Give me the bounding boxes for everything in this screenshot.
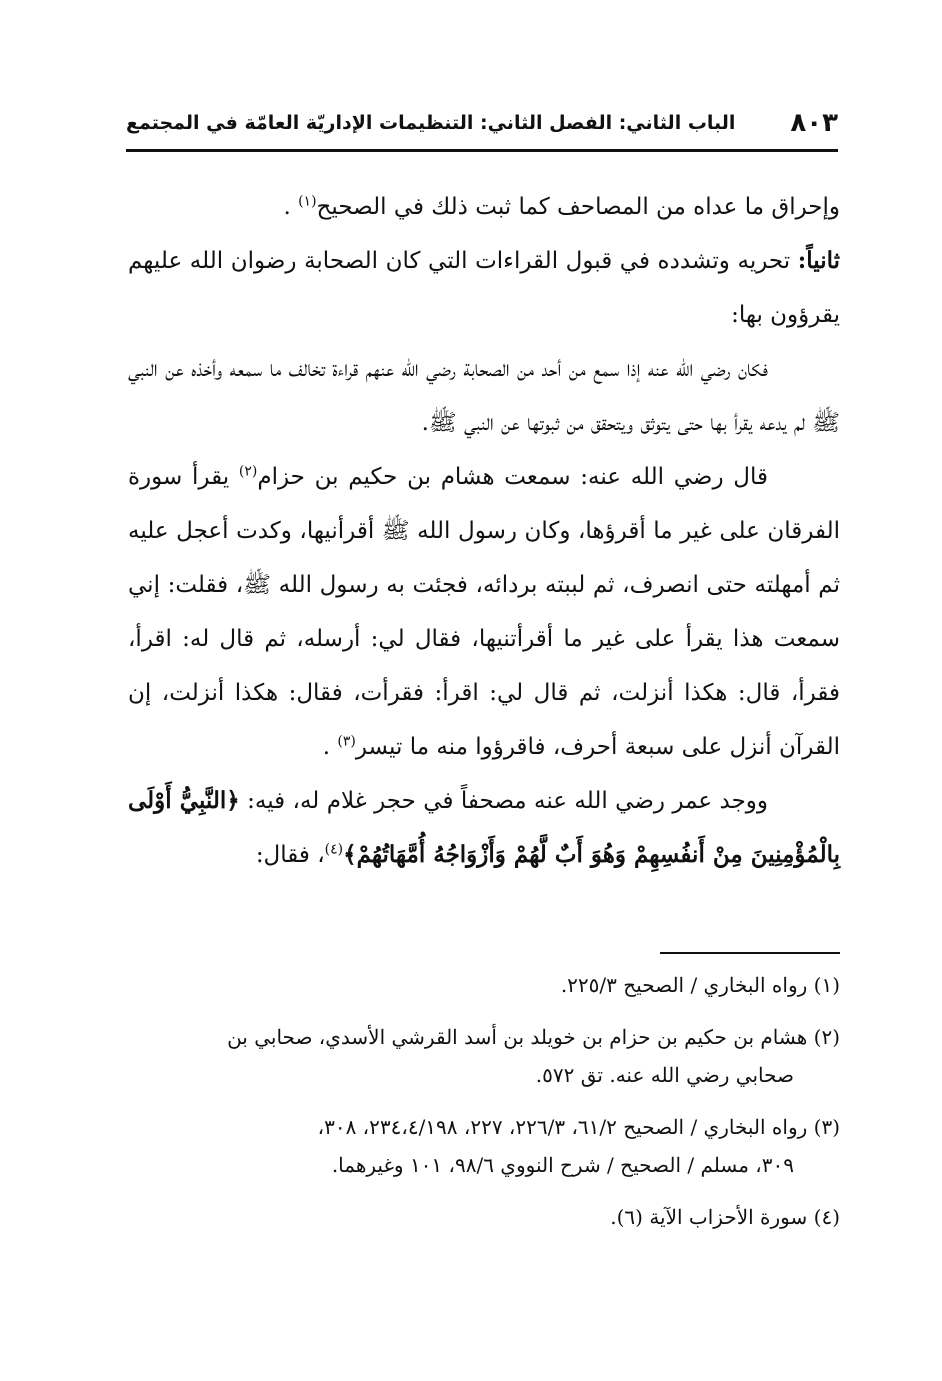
paragraph-2-lead: ثانياً: [797,247,840,274]
footnote-1-text: رواه البخاري / الصحيح ٢٢٥/٣. [560,973,808,997]
footnote-2-continuation: صحابي رضي الله عنه. تق ٥٧٢. [535,1063,794,1087]
paragraph-4-end: . [322,734,338,760]
paragraph-1-text: وإحراق ما عداه من المصاحف كما ثبت ذلك في الصحيح [316,194,840,220]
footnote-3 [128,1108,840,1184]
footnote-1 [128,966,840,1004]
paragraph-4-text-a: قال رضي الله عنه: سمعت هشام بن حكيم بن حزام [257,464,768,490]
page-number: ٨٠٣ [790,108,838,138]
footnotes [128,966,840,1250]
running-header-title: الباب الثاني: الفصل الثاني: التنظيمات الإداريّة العامّة في المجتمع [126,112,736,134]
paragraph-4-text-b: يقرأ سورة الفرقان على غير ما أقرؤها، وكان رسول الله ﷺ أقرأنيها، وكدت أعجل عليه ثم أمهلته حتى انصرف، ثم لببته بردائه، فجئت به رسول الله ﷺ، فقلت: إني سمعت هذا يقرأ على غير ما أقرأتنيها، فقال لي: أرسله، ثم قال له: اقرأ، فقرأ، قال: هكذا أنزلت، ثم قال لي: اقرأ: فقرأت، فقال: هكذا أنزلت، إن القرآن أنزل على سبعة أحرف، فاقرؤوا منه ما تيسر [128,464,840,760]
main-text [128,180,840,882]
footnote-3-continuation: ٣٠٩، مسلم / الصحيح / شرح النووي ٩٨/٦، ١٠١ وغيرهما. [331,1153,794,1177]
footnote-ref-3: (٣) [337,733,356,750]
footnote-2 [128,1018,840,1094]
paragraph-3 [128,342,840,450]
footnote-ref-2: (٢) [238,463,258,480]
paragraph-5 [128,774,840,882]
running-header [126,108,838,148]
paragraph-3-text: فكان رضي الله عنه إذا سمع من أحد من الصحابة رضي الله عنهم قراءة تخالف ما سمعه وأخذه عن النبي ﷺ لم يدعه يقرأ بها حتى يتوثق ويتحقق من ثبوتها عن النبي ﷺ. [128,356,840,436]
footnote-4 [128,1198,840,1236]
paragraph-2 [128,234,840,342]
quran-verse: ﴿النَّبِيُّ أَوْلَى بِالْمُؤْمِنِينَ مِنْ أَنفُسِهِمْ وَهُوَ أَبٌ لَّهُمْ وَأَزْوَاجُهُ أُمَّهَاتُهُمْ﴾ [128,787,840,868]
paragraph-1 [128,180,840,234]
footnote-2-text: هشام بن حكيم بن حزام بن خويلد بن أسد القرشي الأسدي، صحابي بن [227,1025,808,1049]
footnote-1-number: (١) [813,973,840,997]
paragraph-4 [128,450,840,774]
footnote-4-text: سورة الأحزاب الآية (٦). [610,1205,808,1229]
footnote-ref-1: (١) [298,193,317,210]
footnote-ref-4: (٤) [324,841,344,858]
paragraph-1-end: . [283,194,299,220]
header-divider [126,149,838,152]
footnote-3-text: رواه البخاري / الصحيح ٦١/٢، ٢٢٦/٣، ٢٢٧، ٢٣٤،٤/١٩٨، ٣٠٨، [317,1115,808,1139]
footnote-4-number: (٤) [813,1205,840,1229]
footnote-divider [660,952,840,954]
paragraph-2-text: تحريه وتشدده في قبول القراءات التي كان الصحابة رضوان الله عليهم يقرؤون بها: [128,248,840,328]
footnote-3-number: (٣) [813,1115,840,1139]
paragraph-5-text-a: ووجد عمر رضي الله عنه مصحفاً في حجر غلام له، فيه: [239,788,769,814]
footnote-2-number: (٢) [813,1025,840,1049]
paragraph-5-text-b: ، فقال: [255,842,325,868]
